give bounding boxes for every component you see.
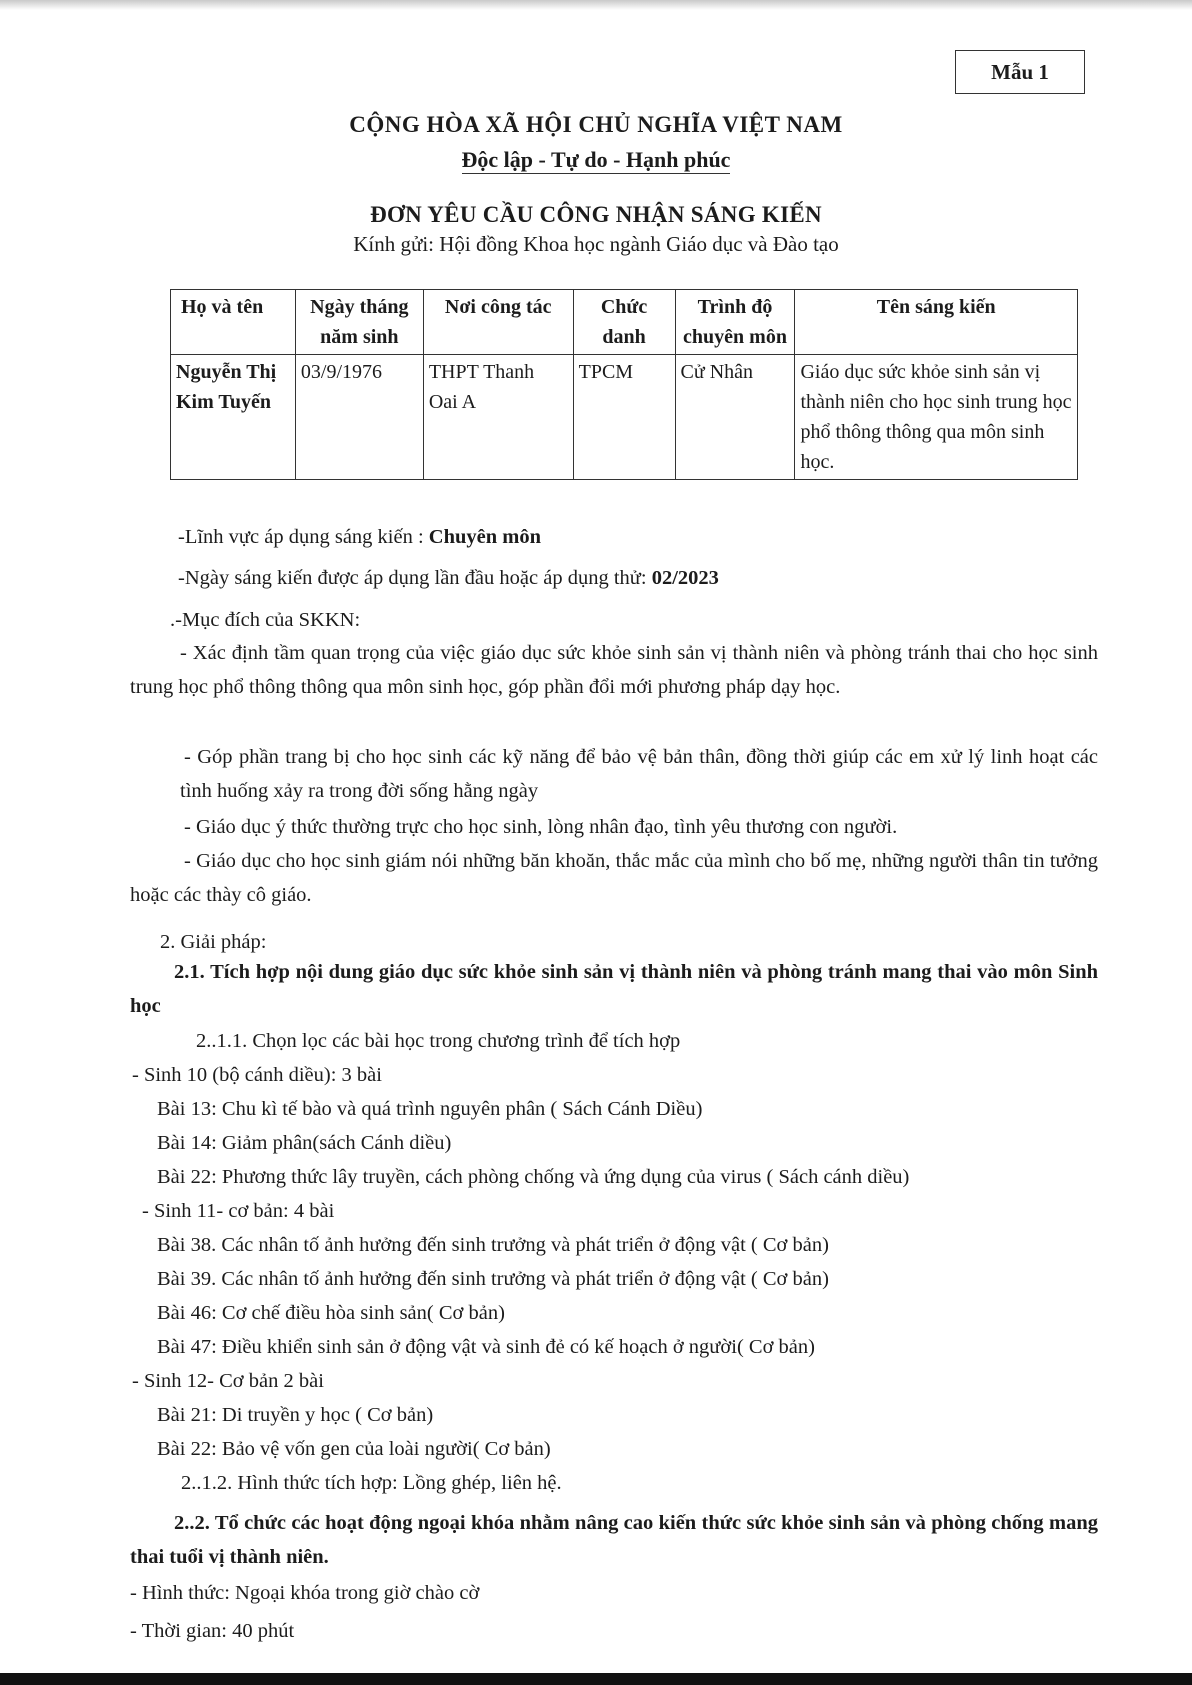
national-motto <box>0 147 1192 173</box>
purpose-heading: .-Mục đích của SKKN: <box>170 609 361 631</box>
cell-workplace: THPT Thanh Oai A <box>423 355 573 480</box>
cell-name: Nguyễn Thị Kim Tuyến <box>171 355 296 480</box>
field-line <box>178 522 541 552</box>
table-header-row <box>171 290 1078 355</box>
section-2-1-1: 2..1.1. Chọn lọc các bài học trong chương trình để tích hợp <box>196 1030 681 1052</box>
field-label: -Lĩnh vực áp dụng sáng kiến : <box>178 526 429 548</box>
table-row <box>171 355 1078 480</box>
field-value: Chuyên môn <box>428 526 542 548</box>
cell-dob: 03/9/1976 <box>295 355 423 480</box>
grade-12-heading: - Sinh 12- Cơ bản 2 bài <box>132 1370 324 1392</box>
lesson-12-22: Bài 22: Bảo vệ vốn gen của loài người( Cơ bản) <box>157 1438 551 1460</box>
lesson-12-21: Bài 21: Di truyền y học ( Cơ bản) <box>157 1404 434 1426</box>
activity-form: - Hình thức: Ngoại khóa trong giờ chào cờ <box>130 1582 480 1604</box>
grade-11-heading: - Sinh 11- cơ bản: 4 bài <box>142 1200 335 1222</box>
col-header-initiative: Tên sáng kiến <box>795 290 1078 355</box>
activity-time: - Thời gian: 40 phút <box>130 1620 295 1642</box>
applicant-table <box>170 289 1078 480</box>
purpose-paragraph-1: - Xác định tầm quan trọng của việc giáo dục sức khỏe sinh sản vị thành niên và phòng tránh thai cho học sinh trung học phổ thông thông qua môn sinh học, góp phần đổi mới phương pháp dạy học. <box>130 642 1098 698</box>
cell-position: TPCM <box>573 355 675 480</box>
lesson-11-38: Bài 38. Các nhân tố ảnh hưởng đến sinh trưởng và phát triển ở động vật ( Cơ bản) <box>157 1234 829 1256</box>
recipient-line: Kính gửi: Hội đồng Khoa học ngành Giáo dục và Đào tạo <box>353 232 839 256</box>
first-applied-line <box>178 563 719 593</box>
scan-edge-top <box>0 0 1192 10</box>
purpose-paragraph-4: - Giáo dục cho học sinh giám nói những băn khoăn, thắc mắc của mình cho bố mẹ, những người thân tin tưởng hoặc các thày cô giáo. <box>130 850 1098 906</box>
cell-initiative: Giáo dục sức khỏe sinh sản vị thành niên cho học sinh trung học phổ thông thông qua môn sinh học. <box>795 355 1078 480</box>
col-header-position: Chức danh <box>573 290 675 355</box>
lesson-11-39: Bài 39. Các nhân tố ảnh hưởng đến sinh trưởng và phát triển ở động vật ( Cơ bản) <box>157 1268 829 1290</box>
lesson-11-47: Bài 47: Điều khiển sinh sản ở động vật và sinh đẻ có kế hoạch ở người( Cơ bản) <box>157 1336 815 1358</box>
col-header-dob: Ngày tháng năm sinh <box>295 290 423 355</box>
solution-heading: 2. Giải pháp: <box>160 931 267 953</box>
national-title: CỘNG HÒA XÃ HỘI CHỦ NGHĨA VIỆT NAM <box>349 112 843 137</box>
first-applied-value: 02/2023 <box>651 567 719 589</box>
col-header-workplace: Nơi công tác <box>423 290 573 355</box>
col-header-qualification: Trình độ chuyên môn <box>675 290 795 355</box>
motto-text: Độc lập - Tự do - Hạnh phúc <box>461 147 731 172</box>
grade-10-heading: - Sinh 10 (bộ cánh diều): 3 bài <box>132 1064 382 1086</box>
scan-edge-bottom <box>0 1673 1192 1685</box>
cell-qualification: Cử Nhân <box>675 355 795 480</box>
section-2-1-heading: 2.1. Tích hợp nội dung giáo dục sức khỏe sinh sản vị thành niên và phòng tránh mang thai vào môn Sinh học <box>130 961 1098 1017</box>
section-2-2-heading: 2..2. Tổ chức các hoạt động ngoại khóa nhằm nâng cao kiến thức sức khỏe sinh sản và phòng chống mang thai tuổi vị thành niên. <box>130 1512 1098 1568</box>
lesson-10-13: Bài 13: Chu kì tế bào và quá trình nguyên phân ( Sách Cánh Diều) <box>157 1098 703 1120</box>
lesson-11-46: Bài 46: Cơ chế điều hòa sinh sản( Cơ bản) <box>157 1302 505 1324</box>
purpose-paragraph-2: - Góp phần trang bị cho học sinh các kỹ năng để bảo vệ bản thân, đồng thời giúp các em xử lý linh hoạt các tình huống xảy ra trong đời sống hằng ngày <box>180 746 1098 802</box>
lesson-10-22: Bài 22: Phương thức lây truyền, cách phòng chống và ứng dụng của virus ( Sách cánh diều) <box>157 1166 910 1188</box>
document-title: ĐƠN YÊU CẦU CÔNG NHẬN SÁNG KIẾN <box>370 202 822 227</box>
purpose-paragraph-3: - Giáo dục ý thức thường trực cho học sinh, lòng nhân đạo, tình yêu thương con người. <box>184 816 898 838</box>
lesson-10-14: Bài 14: Giảm phân(sách Cánh diều) <box>157 1132 452 1154</box>
form-label-box: Mẫu 1 <box>955 50 1085 94</box>
col-header-name: Họ và tên <box>171 290 296 355</box>
section-2-1-2: 2..1.2. Hình thức tích hợp: Lồng ghép, liên hệ. <box>181 1472 562 1494</box>
first-applied-label: -Ngày sáng kiến được áp dụng lần đầu hoặc áp dụng thử: <box>178 567 652 589</box>
